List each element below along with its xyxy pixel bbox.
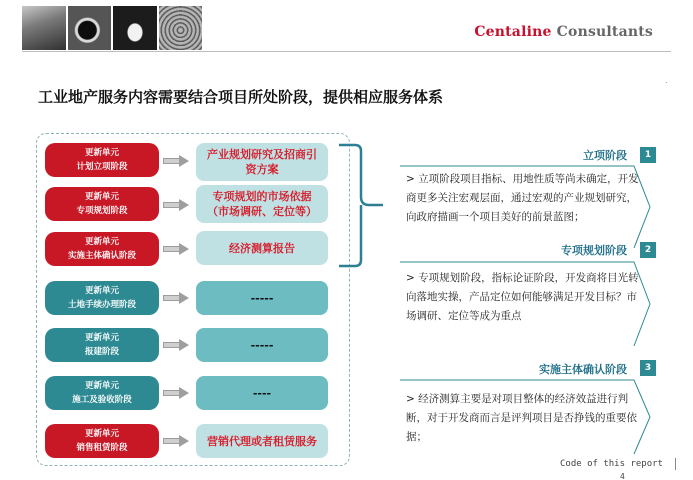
service-box-2[interactable]: [196, 185, 328, 223]
header-image-stones: [22, 6, 66, 50]
stage-1-line2: 计划立项阶段: [76, 162, 128, 172]
stage-button-4[interactable]: [45, 281, 159, 315]
header-image-strip: [22, 6, 202, 50]
stage-1-line1: 更新单元: [84, 148, 119, 158]
service-box-1[interactable]: [196, 143, 328, 181]
stage-3-line1: 更新单元: [84, 237, 119, 247]
service-5-label: -----: [250, 338, 274, 352]
arrow-right-icon: [163, 435, 189, 447]
brand-name-grey: Consultants: [551, 24, 653, 40]
stage-4-line2: 土地手续办理阶段: [67, 300, 136, 310]
phase-heading-3: 实施主体确认阶段: [539, 363, 627, 376]
stage-button-2[interactable]: [45, 187, 159, 221]
header-image-ripples: [159, 6, 203, 50]
service-box-6[interactable]: [196, 376, 328, 410]
arrow-right-icon: [163, 387, 189, 399]
arrow-right-icon: [163, 292, 189, 304]
corner-mark: .: [665, 76, 668, 85]
stage-7-line1: 更新单元: [84, 429, 119, 439]
stage-button-1[interactable]: [45, 143, 159, 177]
phase-description-1: > 立项阶段项目指标、用地性质等尚未确定，开发商更多关注宏观层面，通过宏观的产业规划研究，向政府描画一个项目美好的前景蓝图；: [406, 173, 639, 223]
stage-button-7[interactable]: [45, 424, 159, 458]
brace-icon: [337, 143, 385, 268]
header-image-egg: [113, 6, 157, 50]
service-box-5[interactable]: [196, 328, 328, 362]
service-box-7[interactable]: [196, 424, 328, 458]
phase-heading-2: 专项规划阶段: [561, 244, 627, 257]
brand-name-red: Centaline: [474, 24, 552, 40]
phase-number-badge-2: 2: [640, 242, 656, 258]
service-box-4[interactable]: [196, 281, 328, 315]
stage-button-3[interactable]: [45, 232, 159, 266]
stage-4-line1: 更新单元: [84, 286, 119, 296]
footer-report-code: Code of this report: [560, 459, 663, 469]
stage-button-6[interactable]: [45, 376, 159, 410]
service-3-label: 经济测算报告: [229, 241, 295, 255]
phase-number-badge-3: 3: [640, 360, 656, 376]
stage-button-5[interactable]: [45, 328, 159, 362]
stage-5-line2: 报建阶段: [84, 347, 119, 357]
service-4-label: -----: [250, 291, 274, 305]
arrow-right-icon: [163, 339, 189, 351]
stage-3-line2: 实施主体确认阶段: [67, 251, 136, 261]
phase-heading-1: 立项阶段: [583, 149, 627, 162]
arrow-right-icon: [163, 199, 189, 211]
header-divider: [22, 51, 671, 52]
arrow-right-icon: [163, 155, 189, 167]
header-image-pebble: [68, 6, 112, 50]
stage-7-line2: 销售租赁阶段: [76, 443, 128, 453]
stage-6-line1: 更新单元: [84, 381, 119, 391]
page-number: 4: [620, 472, 625, 480]
service-1-label: 产业规划研究及招商引资方案: [207, 148, 317, 176]
phase-description-2: > 专项规划阶段，指标论证阶段，开发商将目光转向落地实操，产品定位如何能够满足开发目标？市场调研、定位等成为重点: [406, 272, 639, 322]
phase-number-badge-1: 1: [640, 147, 656, 163]
footer-divider: [675, 458, 676, 470]
phase-description-3: > 经济测算主要是对项目整体的经济效益进行判断，对于开发商而言是评判项目是否挣钱的重要依据；: [406, 393, 637, 443]
service-7-label: 营销代理或者租赁服务: [207, 434, 317, 448]
service-6-label: ----: [252, 386, 272, 400]
page-title: 工业地产服务内容需要结合项目所处阶段，提供相应服务体系: [38, 88, 444, 106]
stage-6-line2: 施工及验收阶段: [72, 395, 132, 405]
service-box-3[interactable]: [196, 231, 328, 265]
arrow-right-icon: [163, 243, 189, 255]
stage-2-line2: 专项规划阶段: [76, 206, 128, 216]
service-2-label: 专项规划的市场依据（市场调研、定位等）: [207, 190, 317, 218]
stage-2-line1: 更新单元: [84, 192, 119, 202]
brand-logo: [474, 24, 653, 40]
stage-5-line1: 更新单元: [84, 333, 119, 343]
